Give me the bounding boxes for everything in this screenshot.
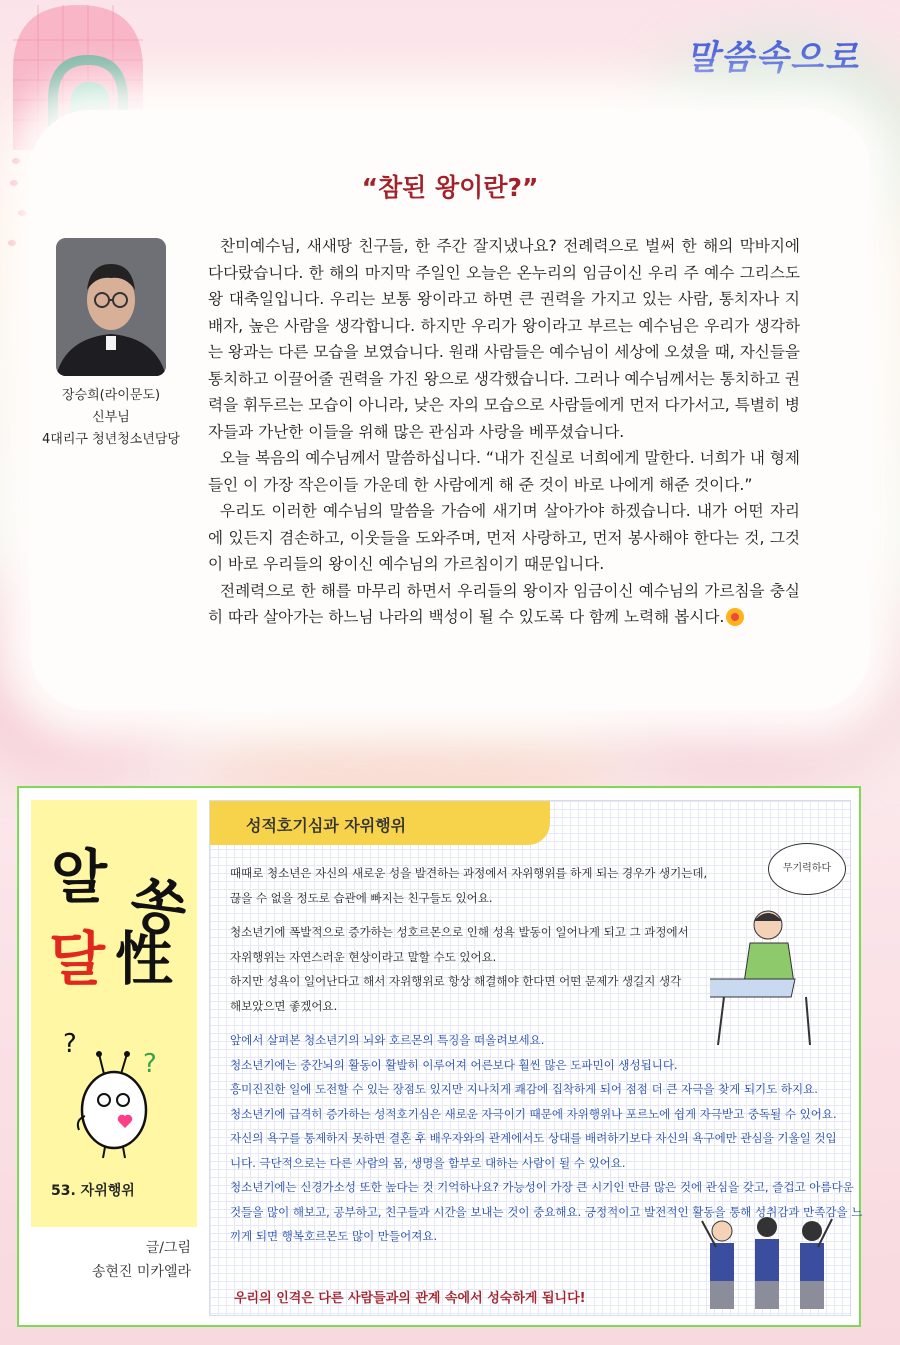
- text-line: 해보았으면 좋겠어요.: [230, 998, 338, 1013]
- article-paragraph: 오늘 복음의 예수님께서 말씀하십니다. “내가 진실로 너희에게 말한다. 너희가 내 형제들인 이 가장 작은이들 가운데 한 사람에게 해 준 것이 바로 나에게 해준 것이다.”: [208, 449, 800, 494]
- closing-message: 우리의 인격은 다른 사람들과의 관계 속에서 성숙하게 됩니다!: [234, 1291, 586, 1306]
- svg-text:?: ?: [63, 1032, 77, 1059]
- text-line: 자신의 욕구를 통제하지 못하면 결혼 후 배우자와의 관계에서도 상대를 배려하기보다 자신의 욕구에만 관심을 기울일 것입: [230, 1131, 837, 1145]
- text-line: 흥미진진한 일에 도전할 수 있는 장점도 있지만 지나치게 쾌감에 집착하게 되어 점점 더 큰 자극을 찾게 되기도 하지요.: [230, 1082, 818, 1096]
- text-line: 청소년기에 폭발적으로 증가하는 성호르몬으로 인해 성욕 발동이 일어나게 되고 그 과정에서: [230, 925, 689, 939]
- author-caption: [40, 385, 182, 451]
- author-name: 장승희(라이문도): [61, 388, 161, 403]
- article-paragraph-text: 전례력으로 한 해를 마무리 하면서 우리들의 왕이자 임금이신 예수님의 가르침을 충실히 따라 살아가는 하느님 나라의 백성이 될 수 있도록 다 함께 노력해 봅시다.: [208, 581, 800, 626]
- topic-title: 성적호기심과 자위행위: [246, 816, 407, 835]
- comic-panel: [17, 786, 861, 1327]
- priest-portrait-image: [56, 238, 166, 376]
- series-title: 말씀속으로: [685, 38, 860, 78]
- comic-logo-column: [31, 800, 197, 1227]
- text-line: 앞에서 살펴본 청소년기의 뇌와 호르몬의 특징을 떠올려보세요.: [230, 1033, 545, 1047]
- article-title: “참된 왕이란?”: [361, 173, 539, 202]
- logo-word: 알: [51, 843, 108, 911]
- credit-line: 송현진 미카엘라: [91, 1264, 191, 1280]
- text-line: 청소년기에는 중간뇌의 활동이 활발히 이루어져 어른보다 훨씬 많은 도파민이 생성됩니다.: [230, 1057, 678, 1072]
- article-paragraph: 찬미예수님, 새새땅 친구들, 한 주간 잘지냈나요? 전례력으로 벌써 한 해의 막바지에 다다랐습니다. 한 해의 마지막 주일인 오늘은 온누리의 임금이신 우리 주 예수 그리스도왕 대축일입니다. 우리는 보통 왕이라고 하면 큰 권력을 가지고 있는 사람, 통치자나 지배자, 높은 사람을 생각합니다. 하지만 우리가 왕이라고 부르는 예수님은 우리가 생각하는 왕과는 다른 모습을 보였습니다. 원래 사람들은 예수님이 세상에 오셨을 때, 자신들을 통치하고 이끌어줄 권력을 가진 왕으로 생각했습니다. 그러나 예수님께서는 통치하고 권력을 휘두르는 모습이 아니라, 낮은 자의 모습으로 사람들에게 먼저 다가서고, 특별히 병자들과 가난한 이들을 위해 많은 관심과 사랑을 베푸셨습니다.: [208, 237, 800, 441]
- end-mark-icon: [726, 608, 744, 626]
- text-line: 끊을 수 없을 정도로 습관에 빠지는 친구들도 있어요.: [230, 890, 493, 905]
- article-paragraph: [208, 578, 800, 631]
- comic-content: [209, 800, 863, 1316]
- episode-label: 53. 자위행위: [51, 1183, 135, 1199]
- text-line: 자위행위는 자연스러운 현상이라고 말할 수도 있어요.: [230, 949, 497, 964]
- text-line: 청소년기에 급격히 증가하는 성적호기심은 새로운 자극이기 때문에 자위행위나 포르노에 쉽게 자극받고 중독될 수 있어요.: [230, 1106, 837, 1121]
- article-paragraph: 우리도 이러한 예수님의 말씀을 가슴에 새기며 살아가야 하겠습니다. 내가 어떤 자리에 있든지 겸손하고, 이웃들을 도와주며, 먼저 사랑하고, 먼저 봉사해야 한다는 것, 그것이 바로 우리들의 왕이신 예수님의 가르침이기 때문입니다.: [208, 502, 800, 573]
- comic-credit: [31, 1236, 191, 1284]
- topic-tab: [210, 801, 550, 845]
- thought-bubble: 무기력하다: [768, 843, 846, 895]
- text-line: 하지만 성욕이 일어난다고 해서 자위행위로 항상 해결해야 한다면 어떤 문제가 생길지 생각: [230, 974, 682, 988]
- text-line: 때때로 청소년은 자신의 새로운 성을 발견하는 과정에서 자위행위를 하게 되는 경우가 생기는데,: [230, 866, 708, 880]
- article-body: [208, 233, 800, 631]
- mascot-character-icon: [59, 1032, 169, 1162]
- comic-text: [230, 861, 863, 1249]
- text-line: 니다. 극단적으로는 다른 사람의 몸, 생명을 함부로 대하는 사람이 될 수 있어요.: [230, 1155, 626, 1170]
- text-line: 청소년기에는 신경가소성 또한 높다는 것 기억하나요? 가능성이 가장 큰 시기인 만큼 많은 것에 관심을 갖고, 즐겁고 아름다운: [230, 1180, 854, 1194]
- credit-line: 글/그림: [145, 1240, 191, 1256]
- logo-word: 性: [115, 925, 174, 993]
- text-line: 것들을 많이 해보고, 공부하고, 친구들과 시간을 보내는 것이 중요해요. 긍정적이고 발전적인 활동을 통해 성취감과 만족감을 느: [230, 1204, 863, 1219]
- author-position: 4대리구 청년청소년담당: [42, 432, 180, 447]
- author-role: 신부님: [92, 410, 130, 425]
- logo-word: 달: [49, 925, 106, 993]
- svg-text:?: ?: [143, 1049, 157, 1079]
- logo-word: 쏭: [125, 869, 191, 945]
- text-line: 끼게 되면 행복호르몬도 많이 만들어져요.: [230, 1229, 438, 1243]
- author-photo: [56, 238, 166, 376]
